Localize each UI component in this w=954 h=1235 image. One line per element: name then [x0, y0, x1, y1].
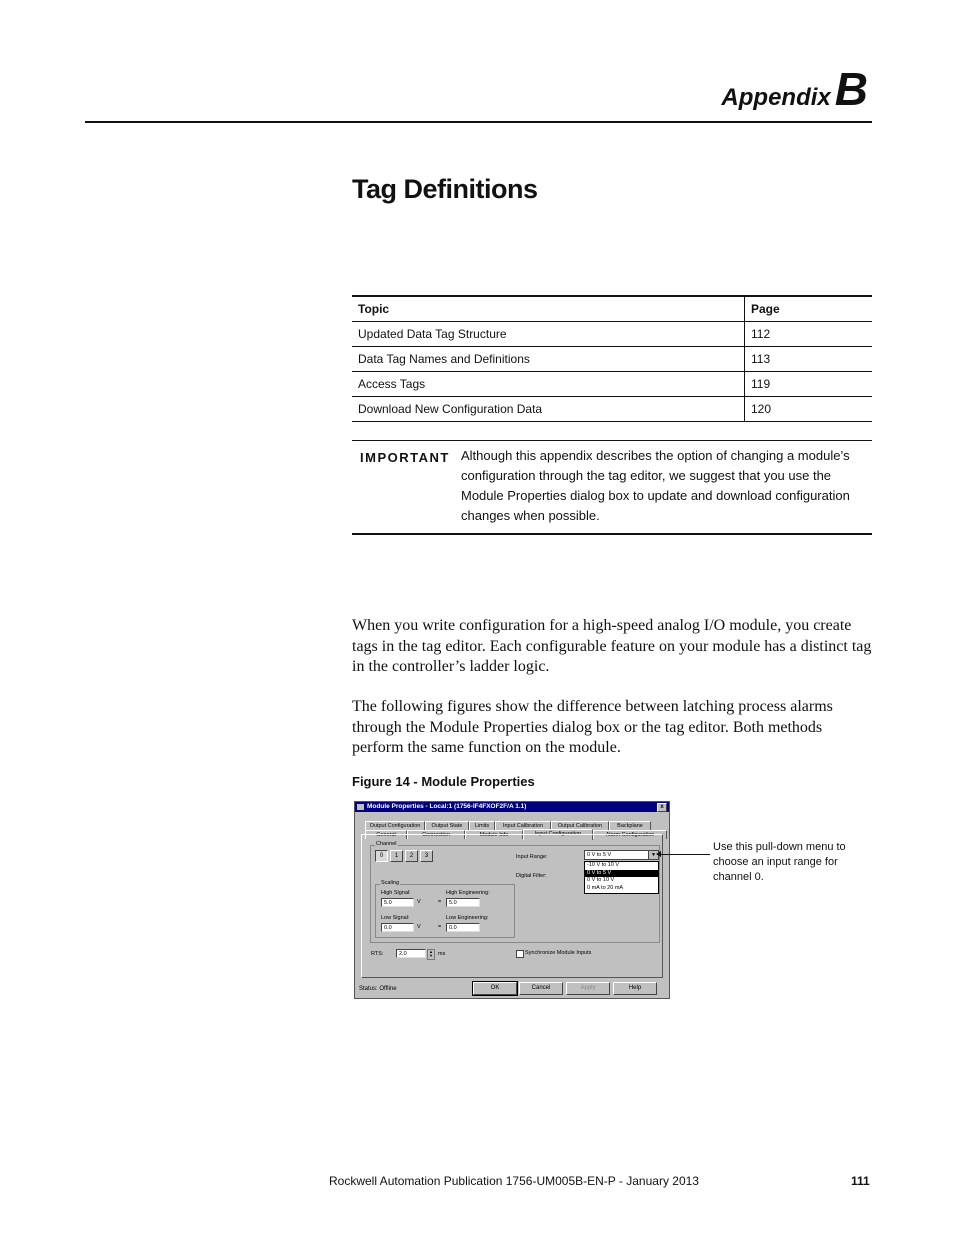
rts-label: RTS: — [371, 951, 384, 957]
high-equals: = — [438, 899, 442, 905]
window-icon — [357, 804, 364, 810]
column-header-page: Page — [745, 296, 873, 322]
scaling-group-label: Scaling — [381, 880, 400, 886]
channel-group-label: Channel — [376, 841, 397, 847]
apply-button[interactable]: Apply — [566, 982, 610, 995]
range-option[interactable]: 0 V to 10 V — [587, 877, 615, 883]
tab-output-calibration[interactable]: Output Calibration — [551, 821, 609, 830]
table-row — [352, 322, 872, 347]
high-signal-label: High Signal: — [381, 890, 411, 896]
tab-module-info[interactable]: Module Info — [465, 830, 523, 839]
appendix-heading — [721, 62, 868, 116]
topics-table — [352, 295, 872, 422]
page-number: 111 — [851, 1174, 870, 1188]
range-option-selected[interactable]: 0 V to 5 V — [585, 870, 658, 878]
synchronize-label: Synchronize Module Inputs — [525, 950, 592, 956]
figures-paragraph: The following figures show the difference between latching process alarms through the Module Properties dialog box or the tag editor. Both methods perform the same function on the module. — [352, 698, 833, 756]
tab-limits[interactable]: Limits — [469, 821, 495, 830]
channel-3-button[interactable]: 3 — [420, 850, 433, 862]
table-row — [352, 372, 872, 397]
tab-general[interactable]: General — [365, 830, 407, 839]
low-equals: = — [438, 924, 442, 930]
important-note — [352, 440, 872, 535]
channel-1-button[interactable]: 1 — [390, 850, 403, 862]
input-range-value: 0 V to 5 V — [587, 852, 612, 858]
status-text: Status: Offline — [359, 986, 397, 992]
input-range-dropdown[interactable] — [584, 850, 659, 860]
page-cell: 112 — [745, 322, 873, 347]
footer-publication: Rockwell Automation Publication 1756-UM005B-EN-P - January 2013 — [329, 1174, 699, 1188]
low-signal-label: Low Signal: — [381, 915, 410, 921]
header-rule — [85, 121, 872, 123]
close-icon[interactable]: x — [657, 803, 667, 812]
callout-line — [660, 854, 710, 855]
help-button[interactable]: Help — [613, 982, 657, 995]
tab-input-configuration[interactable]: Input Configuration — [523, 829, 593, 840]
ok-button[interactable]: OK — [473, 982, 517, 995]
rts-spinner-icon[interactable]: ▲ ▼ — [427, 949, 435, 960]
page-title: Tag Definitions — [352, 174, 538, 204]
tab-backplane[interactable]: Backplane — [609, 821, 651, 830]
appendix-word: Appendix — [721, 84, 831, 111]
figure-caption: Figure 14 - Module Properties — [352, 774, 535, 789]
intro-paragraph: When you write configuration for a high-speed analog I/O module, you create tags in the tag editor. Each configurable feature on your module has a distinct tag in the controller’s ladder logic. — [352, 617, 872, 675]
topic-cell: Access Tags — [352, 372, 745, 397]
tab-output-configuration[interactable]: Output Configuration — [365, 821, 425, 830]
important-text: Although this appendix describes the option of changing a module’s configuration through the tag editor, we suggest that you use the Module Properties dialog box to update and download configuration changes when possible. — [461, 448, 850, 523]
high-engineering-input[interactable]: 5.0 — [446, 898, 480, 907]
dialog-title-bar — [355, 802, 669, 812]
topic-cell: Updated Data Tag Structure — [352, 322, 745, 347]
page-cell: 120 — [745, 397, 873, 422]
rts-unit: ms — [438, 951, 446, 957]
low-engineering-input[interactable]: 0.0 — [446, 923, 480, 932]
figure-callout: Use this pull-down menu to choose an input range for channel 0. — [713, 841, 846, 883]
page-cell: 113 — [745, 347, 873, 372]
tab-connection[interactable]: Connection — [407, 830, 465, 839]
column-header-topic: Topic — [352, 296, 745, 322]
appendix-letter: B — [834, 63, 868, 115]
table-row — [352, 347, 872, 372]
low-signal-unit: V — [417, 924, 421, 930]
input-range-options — [584, 861, 659, 894]
high-engineering-label: High Engineering: — [446, 890, 490, 896]
tab-input-calibration[interactable]: Input Calibration — [495, 821, 551, 830]
high-signal-input[interactable]: 5.0 — [381, 898, 414, 907]
page-cell: 119 — [745, 372, 873, 397]
dialog-title: Module Properties - Local:1 (1756-IF4FXOF2F/A 1.1) — [367, 803, 527, 810]
range-option[interactable]: -10 V to 10 V — [587, 862, 620, 868]
digital-filter-label: Digital Filter: — [516, 873, 547, 879]
tab-output-state[interactable]: Output State — [425, 821, 469, 830]
range-option[interactable]: 0 mA to 20 mA — [587, 884, 624, 891]
low-signal-input[interactable]: 0.0 — [381, 923, 414, 932]
topic-cell: Download New Configuration Data — [352, 397, 745, 422]
table-row — [352, 397, 872, 422]
chevron-down-icon[interactable]: ▼ — [648, 851, 658, 859]
low-engineering-label: Low Engineering: — [446, 915, 489, 921]
channel-2-button[interactable]: 2 — [405, 850, 418, 862]
synchronize-checkbox[interactable] — [516, 950, 524, 958]
rts-input[interactable]: 2.0 — [396, 949, 426, 958]
high-signal-unit: V — [417, 899, 421, 905]
table-header-row — [352, 296, 872, 322]
important-label: IMPORTANT — [360, 450, 450, 465]
channel-0-button[interactable]: 0 — [375, 850, 388, 862]
topic-cell: Data Tag Names and Definitions — [352, 347, 745, 372]
input-range-label: Input Range: — [516, 854, 548, 860]
scaling-group — [375, 880, 515, 938]
cancel-button[interactable]: Cancel — [519, 982, 563, 995]
module-properties-dialog — [354, 801, 670, 999]
tab-alarm-configuration[interactable]: Alarm Configuration — [593, 830, 667, 839]
